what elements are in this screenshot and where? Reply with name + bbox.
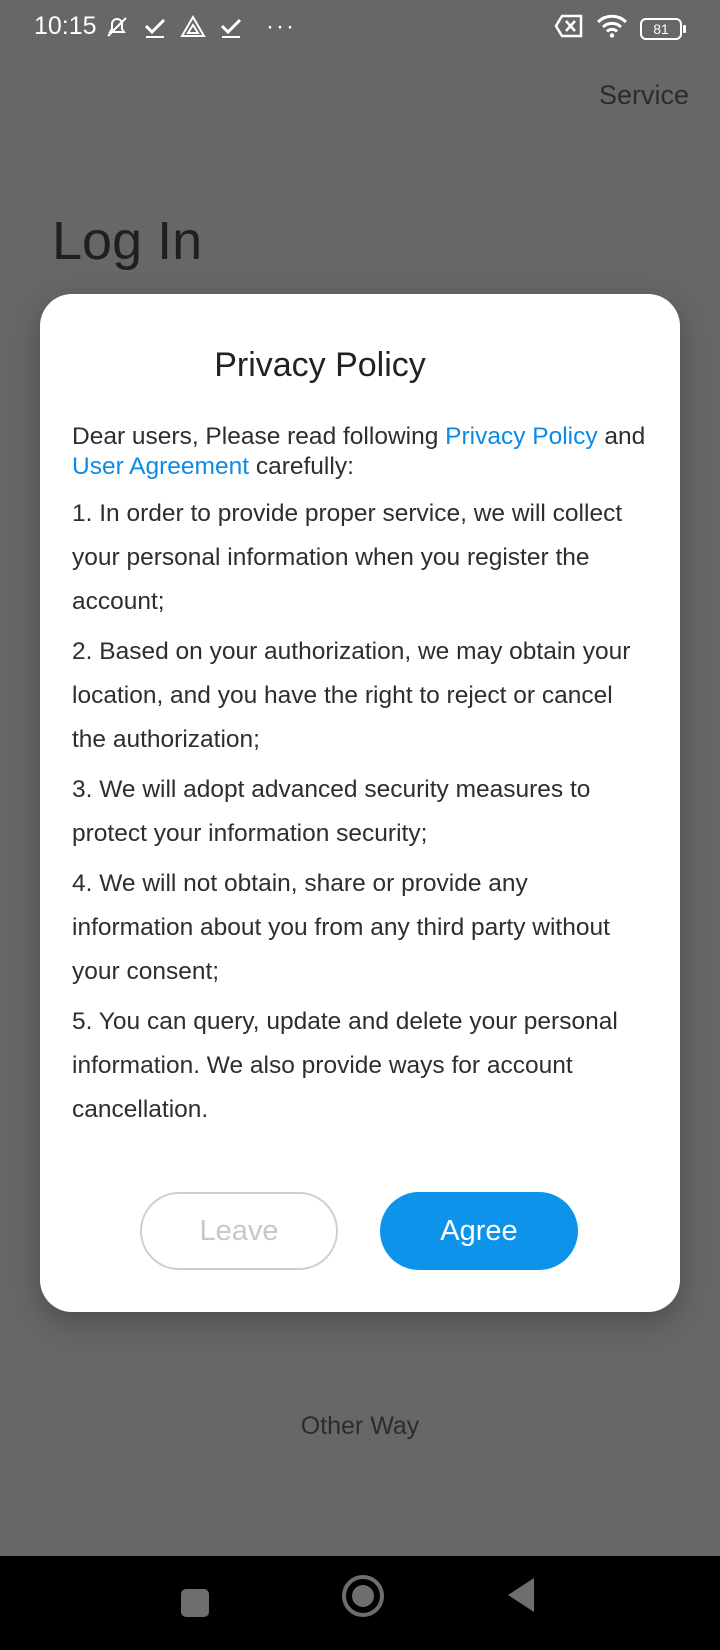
recents-icon[interactable] <box>181 1589 209 1617</box>
leave-button[interactable]: Leave <box>140 1192 338 1270</box>
intro-and: and <box>597 423 646 450</box>
check-icon <box>142 14 168 40</box>
check-icon <box>218 14 244 40</box>
policy-item: 3. We will adopt advanced security measures to protect your information security; <box>72 776 591 847</box>
overflow-icon: ··· <box>266 13 296 40</box>
policy-item: 5. You can query, update and delete your personal information. We also provide ways for account cancellation. <box>72 1008 618 1123</box>
intro-suffix: carefully: <box>249 453 354 480</box>
agree-button[interactable]: Agree <box>380 1192 578 1270</box>
policy-item: 1. In order to provide proper service, we will collect your personal information when you register the account; <box>72 500 623 615</box>
dialog-title: Privacy Policy <box>214 346 426 384</box>
navigation-bar <box>0 1556 720 1650</box>
privacy-policy-link[interactable]: Privacy Policy <box>445 423 598 450</box>
wifi-icon <box>596 14 628 43</box>
page-title: Log In <box>52 211 203 271</box>
mute-icon <box>104 14 130 40</box>
policy-item: 2. Based on your authorization, we may obtain your location, and you have the right to reject or cancel the authorization; <box>72 638 631 753</box>
drive-icon <box>180 14 206 40</box>
intro-prefix: Dear users, Please read following <box>72 423 446 450</box>
other-way-link[interactable]: Other Way <box>300 1412 420 1440</box>
dialog-body <box>72 422 652 1138</box>
battery-icon: 81 <box>640 18 682 40</box>
policy-item: 4. We will not obtain, share or provide any information about you from any third party without your consent; <box>72 870 610 985</box>
service-link[interactable]: Service <box>598 80 689 110</box>
user-agreement-link[interactable]: User Agreement <box>72 453 250 480</box>
sim-off-icon <box>554 14 584 43</box>
home-icon[interactable] <box>342 1575 384 1617</box>
status-right-icons <box>554 14 682 43</box>
status-time: 10:15 <box>34 12 97 40</box>
back-icon[interactable] <box>508 1578 534 1612</box>
dialog-intro <box>72 422 652 482</box>
status-left-icons <box>104 14 296 40</box>
status-bar <box>0 0 720 54</box>
